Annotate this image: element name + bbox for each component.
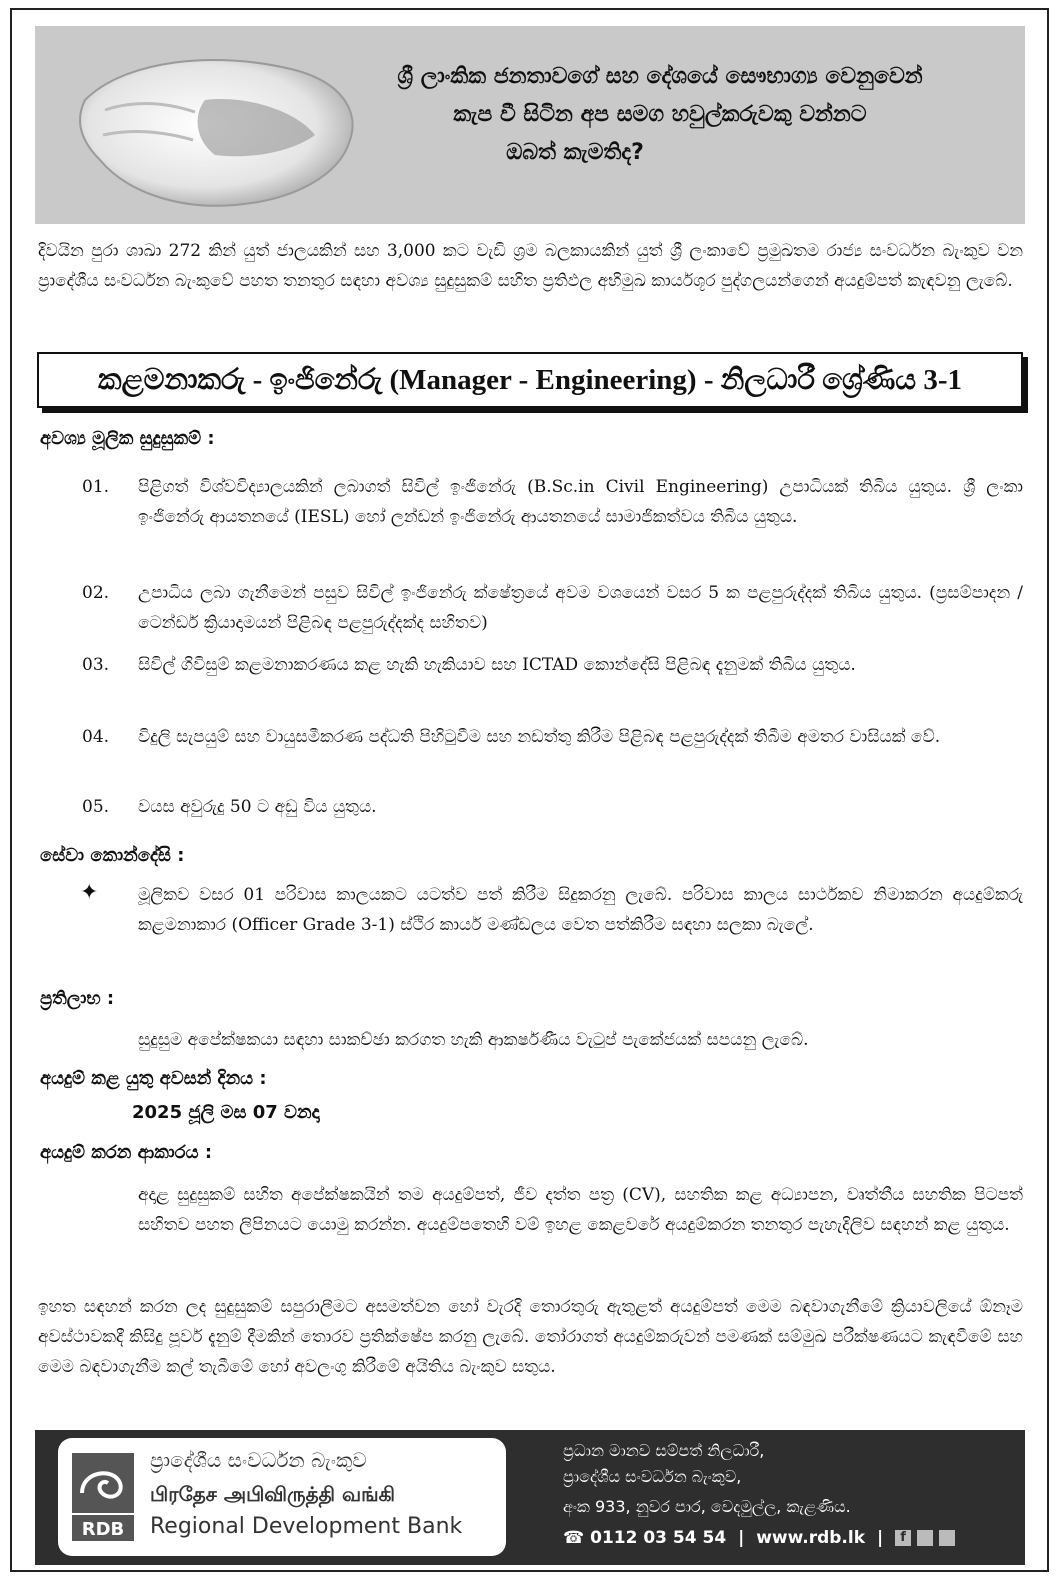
bank-name-sinhala: ප්‍රාදේශීය සංවර්ධන බැංකුව	[150, 1448, 367, 1472]
service-conditions-text: මූලිකව වසර 01 පරිවාස කාලයකට යටත්ව පත් කිරීම සිදුකරනු ලැබේ. පරිවාස කාලය සාර්ථකව නිමාකරන අයදුම්කරු කළමනාකාර (Officer Grade 3-1) ස්ථිර කාර්ය මණ්ඩලය වෙත පත්කිරීම සඳහා සලකා බැලේ.	[138, 885, 1023, 935]
rdb-logo-text: RDB	[81, 1519, 125, 1540]
service-conditions-heading: සේවා කොන්දේසි :	[40, 845, 185, 866]
qualification-text: උපාධිය ලබා ගැනීමෙන් පසුව සිවිල් ඉංජිනේරු ක්ෂේත්‍රයේ අවම වශයෙන් වසර 5 ක පළපුරුද්දක් තිබිය යුතුය. (ප්‍රසම්පාදන / ටෙන්ඩර් ක්‍රියාදාමයන් පිළිබඳ පළපුරුද්දක්ද සහිතව)	[138, 583, 1023, 633]
address-line-2: ප්‍රාදේශීය සංවර්ධන බැංකුව,	[563, 1467, 742, 1486]
facebook-icon[interactable]: f	[895, 1530, 911, 1546]
contact-row	[563, 1528, 955, 1548]
banner-line-1: ශ්‍රී ලාංකික ජනතාවගේ සහ දේශයේ සෞභාග්‍ය වෙනුවෙන්	[397, 64, 923, 89]
bank-name-english: Regional Development Bank	[150, 1514, 463, 1539]
phone-number: 0112 03 54 54	[590, 1528, 727, 1548]
banner-headline	[300, 58, 1020, 172]
youtube-icon[interactable]	[939, 1530, 955, 1546]
address-line-1: ප්‍රධාන මානව සම්පත් නිලධාරී,	[563, 1441, 765, 1460]
bank-name-tamil: பிரதேச அபிவிருத்தி வங்கி	[150, 1482, 396, 1506]
disclaimer-paragraph: ඉහත සඳහන් කරන ලද සුදුසුකම් සපුරාලීමට අසමත්වන හෝ වැරදි තොරතුරු ඇතුළත් අයදුම්පත් මෙම බඳවාගැනීමේ ක්‍රියාවලියේ ඕනෑම අවස්ථාවකදී කිසිදු පූර්ව දැනුම් දීමකින් තොරව ප්‍රතික්ෂේප කරනු ලැබේ. තෝරාගත් අයදුම්කරුවන් පමණක් සම්මුඛ පරීක්ෂණයට කැඳවීමේ සහ මෙම බඳවාගැනීම කල් තැබීමේ හෝ අවලංගු කිරීමේ අයිතිය බැංකුව සතුය.	[38, 1297, 1023, 1377]
benefits-heading: ප්‍රතිලාභ :	[40, 988, 115, 1009]
intro-paragraph: දිවයින පුරා ශාඛා 272 කින් යුත් ජාලයකින් සහ 3,000 කට වැඩි ශ්‍රම බලකායකින් යුත් ශ්‍රී ලංකාවේ ප්‍රමුඛතම රාජ්‍ය සංවර්ධන බැංකුව වන ප්‍රාදේශීය සංවර්ධන බැංකුවේ පහත තනතුර සඳහා අවශ්‍ය සුදුසුකම් සහිත ප්‍රතිඵල අභිමුඛ කාර්යශූර පුද්ගලයන්ගෙන් අයදුම්පත් කැඳවනු ලැබේ.	[38, 241, 1023, 291]
twitter-icon[interactable]	[917, 1530, 933, 1546]
qualification-text: සිවිල් ගිවිසුම් කළමනාකරණය කළ හැකි හැකියාව සහ ICTAD කොන්දේසි පිළිබඳ දැනුමක් තිබිය යුතුය.	[138, 655, 856, 675]
phone-icon: ☎	[563, 1528, 585, 1548]
address-line-3: අංක 933, නුවර පාර, වෙදමුල්ල, කැළණිය.	[563, 1497, 851, 1516]
banner-line-2: කැප වී සිටින අප සමග හවුල්කරුවකු වන්නට	[453, 102, 867, 127]
separator: |	[876, 1528, 884, 1548]
qualification-text: විදුලි සැපයුම් සහ වායුසමීකරණ පද්ධති පිහිටුවීම සහ නඩත්තු කිරීම පිළිබඳ පළපුරුද්දක් තිබීම අමතර වාසියක් වේ.	[138, 727, 941, 747]
closing-date: 2025 ජූලි මස 07 වනදා	[132, 1102, 320, 1123]
application-method-heading: අයදුම් කරන ආකාරය :	[40, 1142, 213, 1163]
qualification-number: 02.	[82, 583, 110, 603]
qualification-number: 01.	[82, 477, 110, 497]
qualification-text: පිළිගත් විශ්වවිද්‍යාලයකින් ලබාගත් සිවිල් ඉංජිනේරු (B.Sc.in Civil Engineering) උපාධියක් තිබිය යුතුය. ශ්‍රී ලංකා ඉංජිනේරු ආයතනයේ (IESL) හෝ ලන්ඩන් ඉංජිනේරු ආයතනයේ සාමාජිකත්වය තිබිය යුතුය.	[138, 477, 1023, 527]
application-method-text: අදාළ සුදුසුකම් සහිත අපේක්ෂකයින් තම අයදුම්පත්, ජීව දත්ත පත්‍ර (CV), සහතික කළ අධ්‍යාපන, වෘත්තීය සහතික පිටපත් සහිතව පහත ලිපිනයට යොමු කරන්න. අයදුම්පතෙහි වම් ඉහළ කෙළවරේ අයදුම්කරන තනතුර පැහැදිලිව සඳහන් කළ යුතුය.	[138, 1185, 1023, 1235]
banner-line-3: ඔබත් කැමතිද?	[506, 140, 644, 165]
qualification-number: 05.	[82, 797, 110, 817]
star-bullet-icon: ✦	[80, 880, 99, 905]
qualifications-heading: අවශ්‍ය මූලික සුදුසුකම් :	[40, 428, 215, 449]
position-title: කළමනාකරු - ඉංජිනේරු (Manager - Engineering) - නිලධාරී ශ්‍රේණිය 3-1	[37, 352, 1023, 408]
qualification-number: 04.	[82, 727, 110, 747]
closing-date-heading: අයදුම් කළ යුතු අවසන් දිනය :	[40, 1068, 267, 1089]
separator: |	[738, 1528, 745, 1548]
qualification-number: 03.	[82, 655, 110, 675]
qualification-text: වයස අවුරුදු 50 ට අඩු විය යුතුය.	[138, 797, 377, 817]
website-link[interactable]: www.rdb.lk	[756, 1528, 866, 1548]
benefits-text: සුදුසුම අපේක්ෂකයා සඳහා සාකච්ඡා කරගත හැකි ආකර්ෂණීය වැටුප් පැකේජයක් සපයනු ලැබේ.	[138, 1030, 809, 1050]
